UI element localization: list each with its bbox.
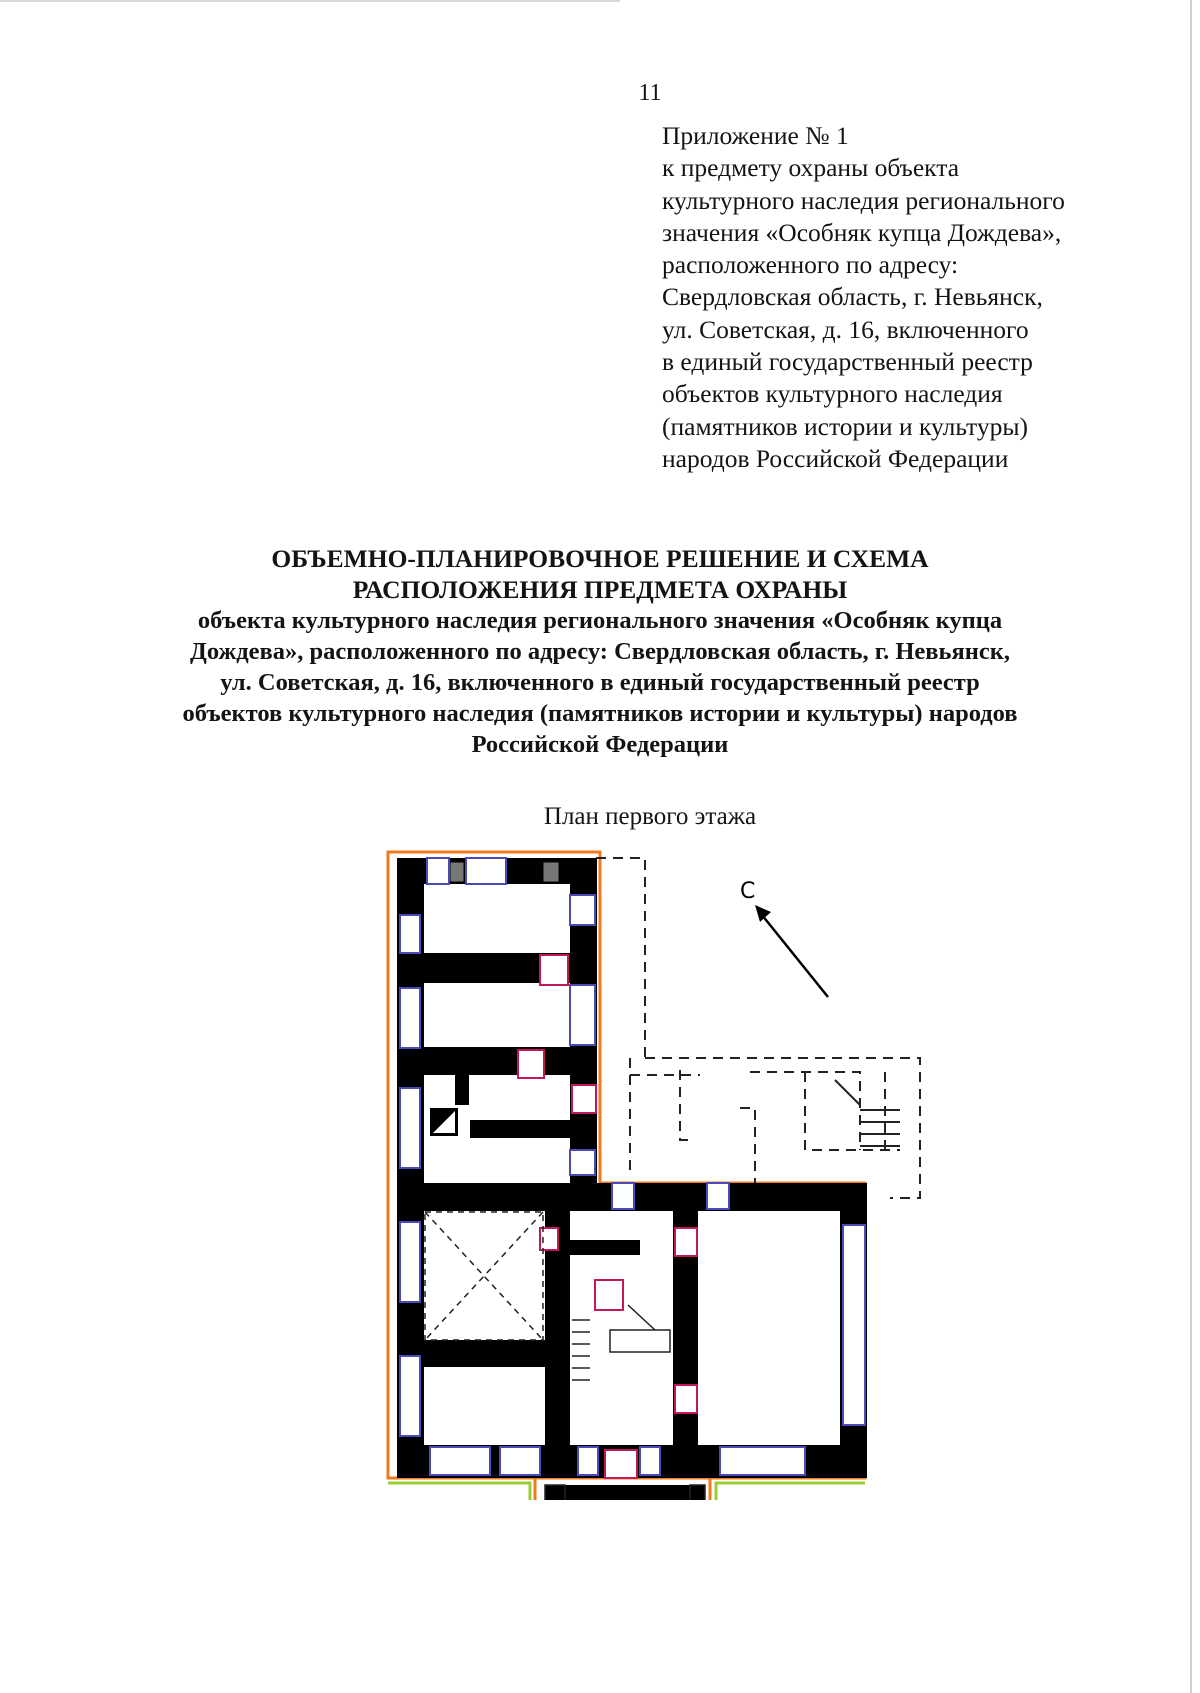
north-arrow-shaft (762, 915, 828, 997)
annex-line: объектов культурного наследия (662, 379, 1003, 409)
light-well (425, 1212, 543, 1340)
scan-edge-right (1190, 0, 1192, 1693)
dashed-stair (835, 1080, 900, 1146)
annex-line: Свердловская область, г. Невьянск, (662, 282, 1043, 312)
title-main-line: РАСПОЛОЖЕНИЯ ПРЕДМЕТА ОХРАНЫ (352, 575, 848, 604)
title-sub-line: Российской Федерации (471, 731, 729, 758)
document-title (100, 543, 1100, 760)
annex-line: Приложение № 1 (662, 121, 849, 150)
title-sub-line: объекта культурного наследия регионального значения «Особняк купца (197, 607, 1003, 634)
annex-line: культурного наследия регионального (662, 185, 1065, 215)
title-subtitle (100, 605, 1100, 760)
annex-line: народов Российской Федерации (662, 443, 1009, 473)
annex-line: к предмету охраны объекта (662, 153, 960, 183)
north-arrow-label: С (740, 879, 756, 904)
title-sub-line: Дождева», расположенного по адресу: Свердловская область, г. Невьянск, (190, 638, 1010, 665)
annex-line: ул. Советская, д. 16, включенного (662, 314, 1029, 344)
scan-edge-top (0, 0, 620, 2)
north-arrow[interactable] (740, 879, 828, 997)
stove-block (430, 1108, 458, 1136)
north-arrow-head (755, 905, 771, 922)
title-sub-line: ул. Советская, д. 16, включенного в единый государственный реестр (220, 669, 980, 696)
annex-line: (памятников истории и культуры) (662, 411, 1028, 441)
plan-caption: План первого этажа (543, 803, 757, 830)
walls (397, 858, 867, 1500)
windows (400, 858, 865, 1475)
annex-header (662, 120, 1162, 475)
title-main-line: ОБЪЕМНО-ПЛАНИРОВОЧНОЕ РЕШЕНИЕ И СХЕМА (271, 544, 929, 573)
protection-outline (388, 852, 865, 1500)
interior-stair (572, 1305, 670, 1380)
orange-boundary (388, 852, 865, 1478)
annex-line: в единый государственный реестр (662, 347, 1033, 377)
annex-line: значения «Особняк купца Дождева», (662, 217, 1062, 247)
title-sub-line: объектов культурного наследия (памятников истории и культуры) народов (182, 700, 1018, 727)
page-number: 11 (638, 80, 662, 106)
title-main (100, 543, 1100, 605)
annex-line: расположенного по адресу: (662, 250, 959, 280)
doors (518, 955, 697, 1478)
floor-plan (380, 840, 940, 1500)
